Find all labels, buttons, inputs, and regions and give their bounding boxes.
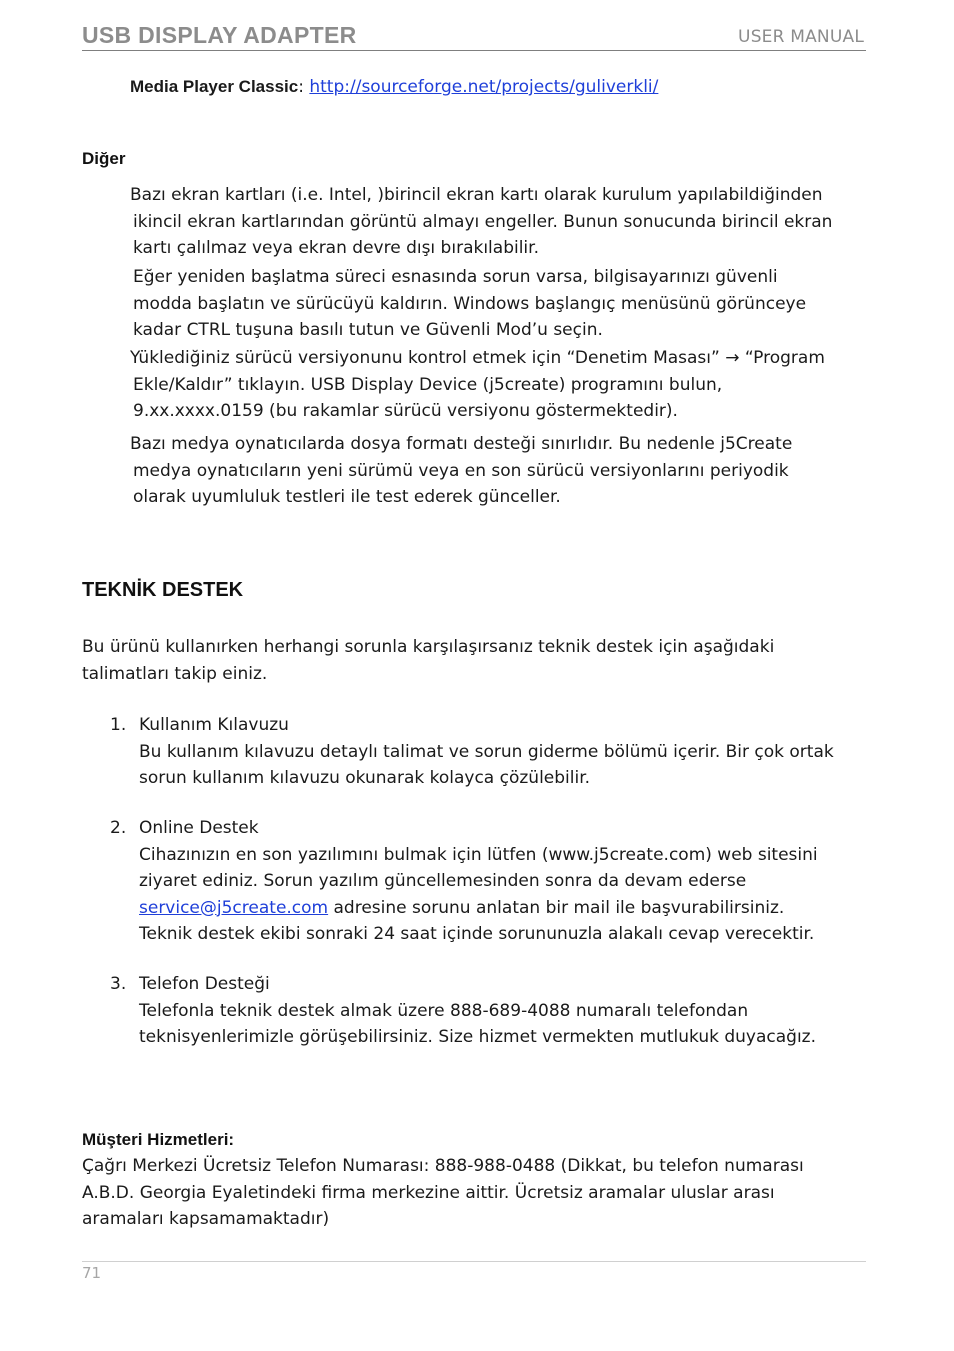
document-subtitle: USER MANUAL bbox=[738, 27, 864, 47]
media-player-label: Media Player Classic bbox=[130, 77, 299, 96]
paragraph-line: Ekle/Kaldır” tıklayın. USB Display Device (j5create) programını bulun, bbox=[133, 374, 723, 395]
paragraph-line: kartı çalılmaz veya ekran devre dışı bırakılabilir. bbox=[133, 238, 539, 258]
paragraph-line: kadar CTRL tuşuna basılı tutun ve Güvenli Mod’u seçin. bbox=[133, 320, 603, 340]
list-item-number: 1. bbox=[110, 715, 127, 735]
paragraph-line: Bazı medya oynatıcılarda dosya formatı desteği sınırlıdır. Bu nedenle j5Create bbox=[130, 434, 793, 454]
diger-paragraph-3 bbox=[130, 345, 900, 425]
list-item-line bbox=[139, 895, 818, 922]
media-player-line bbox=[130, 74, 658, 101]
list-item bbox=[139, 971, 816, 1051]
list-item-number: 2. bbox=[110, 818, 127, 838]
paragraph-line: modda başlatın ve sürücüyü kaldırın. Windows başlangıç menüsünü görünceye bbox=[133, 293, 807, 314]
support-email-link[interactable]: service@j5create.com bbox=[139, 897, 329, 918]
list-item-title: Telefon Desteği bbox=[139, 974, 270, 994]
list-item-number: 3. bbox=[110, 974, 127, 994]
footer-divider bbox=[82, 1261, 866, 1262]
diger-heading: Diğer bbox=[82, 149, 126, 168]
paragraph-line: Bazı ekran kartları (i.e. Intel, )birincil ekran kartı olarak kurulum yapılabildiğinden bbox=[130, 185, 823, 205]
list-item bbox=[139, 815, 818, 948]
diger-paragraph-4 bbox=[130, 431, 900, 511]
paragraph-line: A.B.D. Georgia Eyaletindeki firma merkezine aittir. Ücretsiz aramalar uluslar arası bbox=[82, 1182, 775, 1203]
paragraph-line: talimatları takip einiz. bbox=[82, 663, 268, 684]
paragraph-line: olarak uyumluluk testleri ile test ederek günceller. bbox=[133, 487, 561, 507]
list-item-line: ziyaret ediniz. Sorun yazılım güncellemesinden sonra da devam ederse bbox=[139, 871, 747, 891]
email-suffix-text: adresine sorunu anlatan bir mail ile başvurabilirsiniz. bbox=[328, 897, 785, 918]
teknik-intro bbox=[82, 634, 774, 687]
musteri-text bbox=[82, 1153, 804, 1233]
list-item-title: Kullanım Kılavuzu bbox=[139, 715, 289, 735]
paragraph-line: ikincil ekran kartlarından görüntü almayı engeller. Bunun sonucunda birincil ekran bbox=[133, 211, 833, 232]
paragraph-line: Eğer yeniden başlatma süreci esnasında sorun varsa, bilgisayarınızı güvenli bbox=[133, 267, 778, 287]
list-item-line: Bu kullanım kılavuzu detaylı talimat ve sorun giderme bölümü içerir. Bir çok ortak bbox=[139, 741, 834, 762]
document-title: USB DISPLAY ADAPTER bbox=[82, 22, 357, 48]
teknik-destek-heading: TEKNİK DESTEK bbox=[82, 579, 244, 601]
list-item-line: Cihazınızın en son yazılımını bulmak için lütfen (www.j5create.com) web sitesini bbox=[139, 844, 818, 865]
paragraph-line: Bu ürünü kullanırken herhangi sorunla karşılaşırsanız teknik destek için aşağıdaki bbox=[82, 637, 775, 657]
list-item-line: teknisyenlerimizle görüşebilirsiniz. Size hizmet vermekten mutlukuk duyacağız. bbox=[139, 1027, 817, 1047]
list-item-line: sorun kullanım kılavuzu okunarak kolayca çözülebilir. bbox=[139, 768, 591, 788]
diger-paragraph-1 bbox=[130, 182, 900, 262]
paragraph-line: aramaları kapsamamaktadır) bbox=[82, 1209, 330, 1229]
page-header bbox=[82, 22, 866, 51]
musteri-heading: Müşteri Hizmetleri: bbox=[82, 1130, 235, 1149]
paragraph-line: 9.xx.xxxx.0159 (bu rakamlar sürücü versiyonu göstermektedir). bbox=[133, 401, 678, 421]
media-player-separator: : bbox=[298, 77, 304, 97]
paragraph-line: Yüklediğiniz sürücü versiyonunu kontrol etmek için “Denetim Masası” → “Program bbox=[130, 348, 825, 368]
paragraph-line: Çağrı Merkezi Ücretsiz Telefon Numarası: 888-988-0488 (Dikkat, bu telefon numarası bbox=[82, 1156, 804, 1176]
list-item bbox=[139, 712, 834, 792]
list-item-line: Telefonla teknik destek almak üzere 888-689-4088 numaralı telefondan bbox=[139, 1000, 749, 1021]
page-number: 71 bbox=[82, 1264, 102, 1282]
paragraph-line: medya oynatıcıların yeni sürümü veya en son sürücü versiyonlarını periyodik bbox=[133, 460, 789, 481]
diger-paragraph-2 bbox=[130, 264, 900, 344]
list-item-title: Online Destek bbox=[139, 818, 259, 838]
media-player-link[interactable]: http://sourceforge.net/projects/guliverkli/ bbox=[309, 77, 659, 97]
list-item-line: Teknik destek ekibi sonraki 24 saat içinde sorununuzla alakalı cevap verecektir. bbox=[139, 924, 815, 944]
